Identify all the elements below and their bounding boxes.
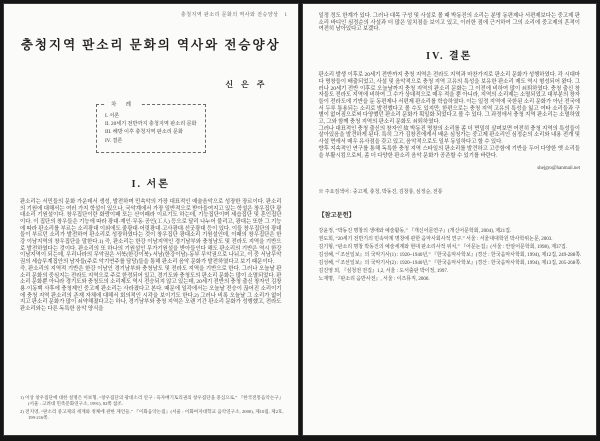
footnotes	[20, 395, 284, 423]
table-of-contents-box	[96, 100, 206, 153]
reference-entry: 노재명, 『판소리 음반사전』, 서울 : 이즈뮤직, 2000.	[318, 277, 430, 283]
intro-body	[4, 199, 298, 313]
reference-entry: 김진영 외, 『심청전 전집』1,2, 서울 : 도서출판 박이정, 1997.	[318, 269, 449, 275]
toc-item-2: II. 20세기 전반까지 충청지역 판소리 문화	[104, 121, 197, 128]
running-header	[4, 11, 288, 18]
footnote-1: 1) 이상 창우집단에 대한 설명은 이보형, “창우집단의 광대소리 연구 : 육자배기토리권의 창우집단을 중심으로,” 『한국전통음악논구』(서울 : 고려대 민족문화연구소, 1991), 82쪽 참조.	[20, 395, 284, 406]
intro-paragraph-2: 즉, 판소리의 지역적 기반은 한강 이남인 경기남부와 충청남도 및 전라도 지역을 기반으로 한다. 그러나 오늘날 판소리 문화의 중심지는 전라도 지역으로 주로 한정되어 있고, 경기도와 충청도의 판소리 문화는 많이 소멸되었다. 판소리 문화뿐 아니라 경기도와 충청도의 소리제도 역시 전승되지 않고 있는데, 20세기 전반의 충청 출신 창자인 김창룡·이동백 사후에 충청제인 중고제 판소리는 사라졌다고 본다. 때문에 일각에서는 오늘날 전승이 끊어진 소리이기에 충청 지역 판소리의 존재 자체에 대해서 회의적인 시각을 보이기도 한다.2) 그러나 비록 오늘날 그 소리가 없어지고 판소리 문화가 많이 쇠약해졌다고는 하나, 경기남부와 충청 지역은 오랜 기간 판소리 문화가 성행했고, 전라도 판소리와는 다른 독특한 음악 양식을	[20, 265, 282, 313]
reference-entry: 권도희, “20세기 전반기의 민속악계 명창에 관한 음악사회사적 연구.” 서울 : 서울대대학원 박사학위논문, 2003.	[318, 237, 553, 243]
reference-entry: 김성혜, “『조선일보』의 국악기사(2) : 1920~1940년,” 『한국음악사학보』(경산 : 한국음악사학회, 1994), 제13집, 205-268쪽.	[318, 261, 582, 267]
page-number: 1	[284, 13, 288, 18]
paper-title: 충청지역 판소리 문화의 역사와 전승양상	[20, 38, 281, 52]
toc-item-3: III. 해방 이후 충청지역 판소리 문화	[104, 129, 184, 136]
page-2	[302, 3, 598, 436]
page-1	[3, 3, 299, 436]
reference-entry: 김성혜, “『조선일보』의 국악기사(1) : 1920~1940년,” 『한국음악사학보』(경산 : 한국음악사학회, 1994), 제12집, 249-288쪽.	[318, 253, 582, 259]
keywords-line: ※ 주요검색어 : 중고제, 충청, 박동진, 김창룡, 심정순, 전통	[318, 190, 443, 196]
references-list	[303, 228, 597, 283]
section-heading-conclusion: IV. 결론	[426, 51, 473, 63]
footnote-2: 2) 전지영, “판소리 중고제의 세계와 정체에 관한 제언들,” 『이화음악논집』(서울 : 이화여자대학교 음악연구소, 2000), 제10집, 제2호, 199-216쪽.	[20, 409, 284, 420]
continued-body	[303, 13, 597, 33]
author-email: shejgro@hanmail.net	[537, 166, 580, 172]
toc-item-1: I. 서론	[104, 113, 120, 119]
conclusion-body	[303, 72, 597, 159]
reference-entry: 강윤정, “박동진 명창의 생애와 예술활동,” 『개신어문연구』(개신어문학회, 2004), 제21집.	[318, 229, 512, 235]
conclusion-paragraph-2: 그러나 대표적인 충청 출신의 창자인 故 박동진 명창의 소리를 좀 더 면밀히 살펴보면 여전히 충청 지역의 특성들이 살아있음을 발견하게 된다. 특히 그가 김창진에게서 배운 심청가는 중고제 판소리인 심정순의 소리와 내용 전개 및 사설 면에서 매우 유사점을 갖고 있고, 음악적으로도 일부 동일하다고 할 수 있다.	[318, 125, 580, 146]
section-heading-intro: I. 서론	[131, 178, 170, 190]
author-name: 신 은 주	[225, 80, 268, 89]
intro-paragraph-1: 판소리는 서민들의 문화 가운데서 생성, 발전하며 민속악의 가장 대표적인 예술음악으로 성장한 장르이다. 판소리의 기원에 대해서는 여러 가지 학설이 있으나, 국악계에서 가장 일반적으로 받아들여지고 있는 학설은 창우집단 광대소리 기원설이다. 창우집단이란 화랑이패 또는 산이패라 이르기도 하는데, 기능집단이며 세습집단 및 혼인집단이다. 이 집단의 창우들은 기능에 따라 광대·재인·무동·공인(工人) 등으로 달리 나누어 불리고, 광대는 또한 그 기능에 따라 판소리를 부르는 소리광대 이외에도 줄광대·어릿광대·고사광대·선굿광대 등이 있다. 이들 창우집단의 광대들이 부르던 소리가 발전하여 판소리로 성장하였다는 것이 창우집단 광대소리 기원설인데, 이때의 창우집단은 한강 이남지역의 창우집단을 말한다.1) 즉, 판소리는 한강 이남지역인 경기남부와 충청남도 및 전라도 지역을 기반으로 발전하였다는 것이다. 판소리의 또 하나의 기원설인 무가기원설을 받아들인다 해도 판소리의 기반은 역시 한강 이남지역이 되는데, 우리나라의 무악권은 서북(한강이북)·서남(한강이남)·동부 무악권으로 나뉘고, 이 중 서남무악권의 세습무계집안의 남자들(주로 악기연주를 담당)들을 통해 판소리 음악 문화가 발전하였다고 보기 때문이다.	[20, 198, 282, 266]
continued-paragraph: 일정 정도 한계가 있다. 그러나 대목 구성 및 사설로 볼 때 박동진의 소리는 분명 동편제나 서편제보다는 중고제 판소리 바디인 심정순의 사설과 더 많은 일치점을 보이고 있고, 이러한 점에 근거하여 그의 소리에 중고제의 흔적이 여전히 남아있다고 보겠다.	[318, 13, 580, 33]
toc-item-4: IV. 결론	[104, 137, 123, 144]
references-heading: 【참고문헌】	[318, 212, 355, 220]
conclusion-paragraph-3: 향후 지속적인 연구를 통해 독특한 충청 지역 스타일의 판소리를 발견하고 고증함에 기반을 두어 다양한 옛 소리들을 부활시킴으로써, 좀 더 다양한 판소리 음악 문화가 공존할 수 있기를 바란다.	[318, 145, 580, 159]
reference-entry: 김기형, “판소리 명창 박동진의 예술세계와 현대 판소리사적 위치,” 『어문논집』(서울 : 안암어문학회, 1998), 제37집.	[318, 245, 568, 251]
conclusion-paragraph-1: 판소리 발생 이후로 20세기 전반까지 충청 지역은 전라도 지역과 마찬가지로 판소리 문화가 성행하였다. 각 시대마다 명창들이 배출되었고, 사설 및 음악적으로 충청 지역 고유의 특성을 보유한 판소리 제도 역시 형성되어 왔다. 그러나 20세기 전반 이후로 오늘날까지 충청 지역의 판소리 문화는 그 이전에 비하여 많이 쇠퇴하였다. 충청 출신 창자들도 전라도 지역에 비하여 그 수가 상대적으로 매우 적을 뿐 아니라, 지역의 소리제는 소멸되었고 대부분의 창자들이 전라도에 기반을 둔 동편제나 서편제 판소리를 학습하였다. 이는 일정 지역에 국한된 소리 문화가 아닌 전국에서 두루 통용되는 소리로 발전했다고 볼 수도 있지만, 한편으로는 충청 지역 고유의 특성을 잃고 여타 소리들과 구별이 없어짐으로써 다양했던 판소리 문화가 획일화 되었다고 볼 수 있다. 그 과정에서 충청 지역 판소리는 소멸하였고, 그와 함께 충청 지역의 판소리 문화도 쇠퇴하였다.	[318, 72, 580, 126]
running-header-title: 충청지역 판소리 문화의 역사와 전승양상	[180, 13, 279, 18]
toc-label: 차 례	[110, 102, 135, 108]
